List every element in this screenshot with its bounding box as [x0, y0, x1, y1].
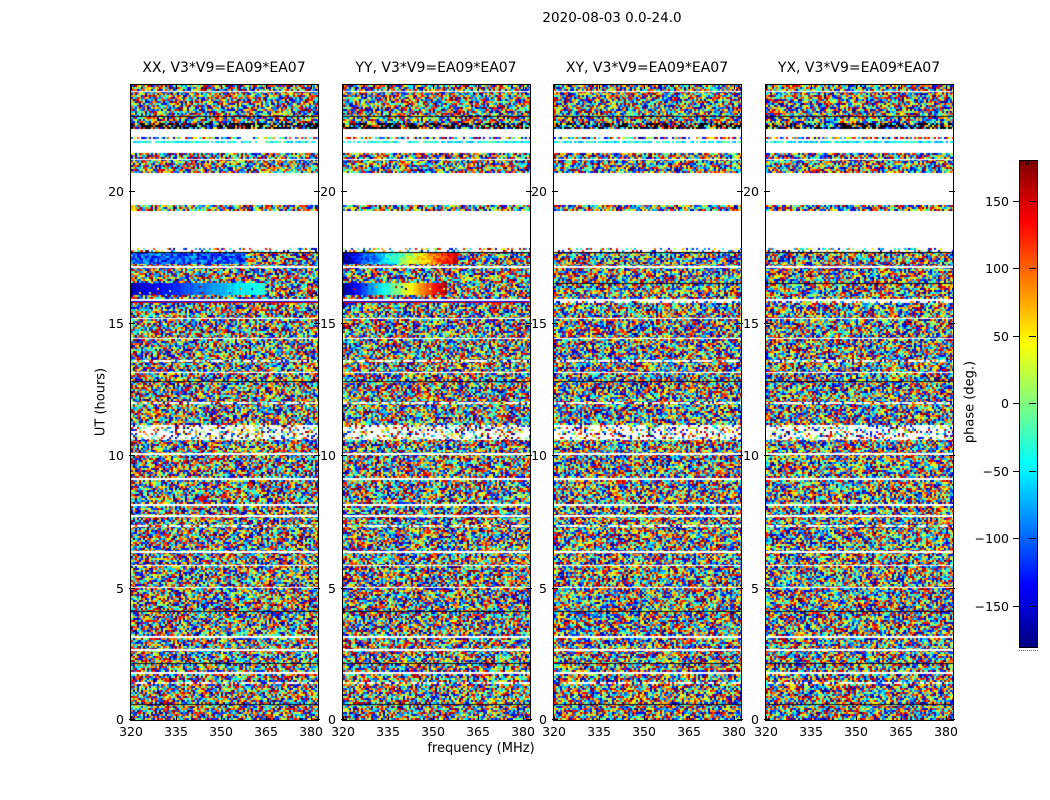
y-tick-right: [949, 191, 955, 192]
colorbar-label: phase (deg.): [962, 360, 978, 444]
panel-title-xx: XX, V3*V9=EA09*EA07: [142, 60, 306, 76]
y-tick-left: [552, 455, 558, 456]
x-tick-bottom: [176, 716, 177, 720]
x-tick-bottom: [478, 716, 479, 720]
colorbar-tick-label: 0: [1001, 396, 1009, 411]
x-tick-bottom: [388, 716, 389, 720]
y-tick-right: [949, 323, 955, 324]
y-tick-label: 5: [328, 581, 336, 596]
x-tick-label: 320: [331, 724, 355, 739]
colorbar-tick-inner: [1029, 606, 1036, 607]
colorbar-tick-inner: [1029, 268, 1036, 269]
colorbar-tick-inner: [1029, 471, 1036, 472]
x-tick-bottom: [901, 716, 902, 720]
x-tick-bottom: [689, 716, 690, 720]
panel-title-yy: YY, V3*V9=EA09*EA07: [355, 60, 517, 76]
x-tick-label: 365: [466, 724, 490, 739]
y-tick-label: 10: [108, 448, 124, 463]
x-tick-bottom: [856, 716, 857, 720]
y-tick-label: 5: [539, 581, 547, 596]
colorbar-saturation-hatch: [1033, 161, 1034, 165]
y-tick-label: 15: [108, 316, 124, 331]
colorbar-tick: [1013, 403, 1019, 404]
x-tick-top: [901, 85, 902, 89]
colorbar-tick-inner: [1029, 336, 1036, 337]
colorbar-saturation-hatch: [1023, 161, 1024, 165]
colorbar-saturation-hatch: [1031, 161, 1032, 165]
x-tick-top: [811, 85, 812, 89]
y-tick-label: 5: [751, 581, 759, 596]
x-tick-label: 335: [587, 724, 611, 739]
y-tick-right: [949, 455, 955, 456]
x-tick-bottom: [811, 716, 812, 720]
x-tick-top: [478, 85, 479, 89]
y-tick-label: 10: [320, 448, 336, 463]
colorbar-tick: [1013, 268, 1019, 269]
x-tick-top: [433, 85, 434, 89]
x-tick-label: 350: [209, 724, 233, 739]
y-tick-left: [552, 191, 558, 192]
x-tick-top: [311, 85, 312, 89]
y-tick-label: 0: [539, 712, 547, 727]
x-tick-top: [644, 85, 645, 89]
x-tick-bottom: [644, 716, 645, 720]
y-tick-label: 10: [743, 448, 759, 463]
x-tick-label: 380: [934, 724, 958, 739]
x-tick-label: 350: [632, 724, 656, 739]
y-tick-right: [949, 719, 955, 720]
y-tick-left: [764, 191, 770, 192]
y-tick-left: [552, 588, 558, 589]
x-tick-label: 350: [844, 724, 868, 739]
y-tick-label: 5: [116, 581, 124, 596]
x-tick-bottom: [946, 716, 947, 720]
panel-title-xy: XY, V3*V9=EA09*EA07: [565, 60, 729, 76]
y-tick-right: [949, 588, 955, 589]
x-tick-top: [734, 85, 735, 89]
y-tick-left: [129, 719, 135, 720]
y-tick-left: [341, 455, 347, 456]
x-tick-top: [266, 85, 267, 89]
x-tick-top: [946, 85, 947, 89]
y-tick-left: [129, 588, 135, 589]
colorbar-saturation-hatch: [1021, 161, 1022, 165]
heatmap-canvas-xx: [131, 85, 318, 720]
y-tick-left: [129, 191, 135, 192]
x-tick-bottom: [221, 716, 222, 720]
x-tick-top: [131, 85, 132, 89]
y-tick-left: [764, 455, 770, 456]
x-tick-label: 365: [254, 724, 278, 739]
y-tick-label: 15: [320, 316, 336, 331]
x-tick-label: 350: [421, 724, 445, 739]
colorbar-tick: [1013, 538, 1019, 539]
y-tick-left: [129, 455, 135, 456]
colorbar-tick-inner: [1029, 403, 1036, 404]
y-tick-label: 20: [108, 184, 124, 199]
colorbar-tick-label: −150: [974, 599, 1009, 614]
x-tick-label: 320: [119, 724, 143, 739]
y-tick-left: [341, 323, 347, 324]
y-tick-label: 15: [743, 316, 759, 331]
x-tick-label: 380: [299, 724, 323, 739]
x-tick-label: 365: [889, 724, 913, 739]
x-axis-label: frequency (MHz): [427, 741, 535, 756]
colorbar-tick: [1013, 336, 1019, 337]
x-tick-top: [856, 85, 857, 89]
x-tick-top: [554, 85, 555, 89]
y-tick-left: [764, 719, 770, 720]
colorbar-bottom-dots: [1019, 650, 1038, 651]
heatmap-canvas-yy: [343, 85, 530, 720]
y-tick-left: [552, 719, 558, 720]
colorbar-tick-inner: [1029, 538, 1036, 539]
y-tick-label: 0: [751, 712, 759, 727]
heatmap-canvas-yx: [766, 85, 953, 720]
y-tick-label: 20: [531, 184, 547, 199]
y-axis-label: UT (hours): [93, 367, 109, 437]
y-tick-label: 0: [328, 712, 336, 727]
y-tick-label: 10: [531, 448, 547, 463]
x-tick-top: [523, 85, 524, 89]
colorbar-tick-label: 50: [993, 329, 1009, 344]
x-tick-bottom: [599, 716, 600, 720]
x-tick-label: 365: [677, 724, 701, 739]
colorbar: [1019, 160, 1038, 648]
figure-title: 2020-08-03 0.0-24.0: [542, 10, 682, 26]
x-tick-bottom: [266, 716, 267, 720]
colorbar-tick-label: −50: [982, 464, 1009, 479]
x-tick-top: [766, 85, 767, 89]
colorbar-saturation-hatch: [1028, 161, 1029, 165]
colorbar-tick: [1013, 471, 1019, 472]
x-tick-label: 380: [722, 724, 746, 739]
colorbar-tick-label: 150: [985, 194, 1009, 209]
y-tick-label: 20: [743, 184, 759, 199]
y-tick-left: [764, 323, 770, 324]
x-tick-top: [221, 85, 222, 89]
colorbar-tick-label: −100: [974, 531, 1009, 546]
colorbar-saturation-hatch: [1026, 161, 1027, 165]
y-tick-left: [129, 323, 135, 324]
y-tick-label: 15: [531, 316, 547, 331]
colorbar-tick-label: 100: [985, 261, 1009, 276]
y-tick-label: 20: [320, 184, 336, 199]
y-tick-label: 0: [116, 712, 124, 727]
x-tick-top: [388, 85, 389, 89]
x-tick-top: [599, 85, 600, 89]
y-tick-left: [341, 191, 347, 192]
panel-title-yx: YX, V3*V9=EA09*EA07: [777, 60, 941, 76]
x-tick-label: 320: [542, 724, 566, 739]
x-tick-top: [176, 85, 177, 89]
x-tick-label: 320: [754, 724, 778, 739]
colorbar-tick-inner: [1029, 201, 1036, 202]
x-tick-top: [343, 85, 344, 89]
x-tick-label: 335: [376, 724, 400, 739]
y-tick-left: [341, 719, 347, 720]
colorbar-tick: [1013, 606, 1019, 607]
x-tick-label: 380: [511, 724, 535, 739]
y-tick-left: [764, 588, 770, 589]
y-tick-left: [552, 323, 558, 324]
x-tick-label: 335: [799, 724, 823, 739]
colorbar-tick: [1013, 201, 1019, 202]
x-tick-label: 335: [164, 724, 188, 739]
x-tick-bottom: [433, 716, 434, 720]
x-tick-top: [689, 85, 690, 89]
heatmap-canvas-xy: [554, 85, 741, 720]
colorbar-saturation-hatch: [1035, 161, 1036, 165]
y-tick-left: [341, 588, 347, 589]
